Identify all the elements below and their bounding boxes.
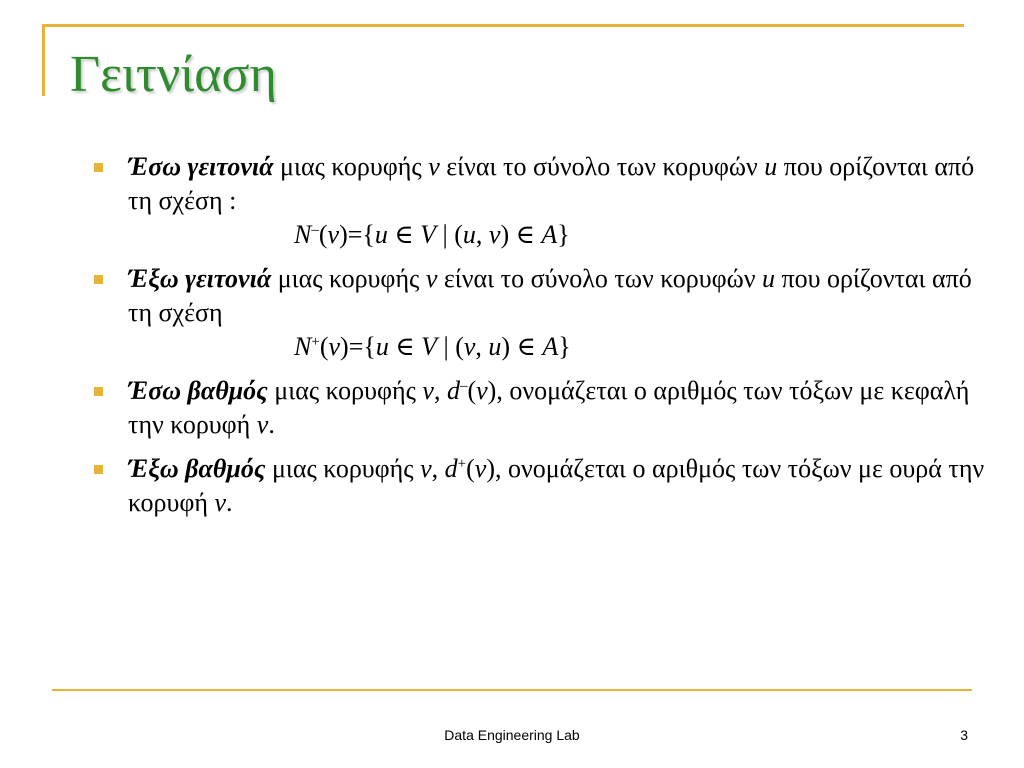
text: .	[268, 410, 275, 439]
var: v	[474, 454, 487, 483]
formula-part: ∈	[388, 332, 422, 361]
text: ), ονομάζεται ο αριθμός των τόξων με κεφαλή την κορυφή	[128, 376, 970, 439]
text: μιας κορυφής	[273, 152, 429, 181]
text: μιας κορυφής	[267, 376, 423, 405]
var: v	[256, 410, 269, 439]
text: μιας κορυφής	[265, 454, 421, 483]
formula-part: v	[463, 332, 476, 361]
var: d	[444, 454, 458, 483]
var: v	[476, 376, 488, 405]
formula-part: N	[294, 220, 312, 249]
square-bullet-icon	[94, 387, 103, 396]
formula-part: ) ∈	[501, 332, 543, 361]
formula-part: V	[421, 332, 437, 361]
text: ), ονομάζεται ο αριθμός των τόξων με ουρά την κορυφή	[128, 454, 985, 517]
formula-part: | (	[436, 332, 464, 361]
formula-part: | (	[436, 220, 463, 249]
superscript: –	[459, 378, 468, 394]
term: Έξω βαθμός	[128, 454, 266, 483]
formula-part: u	[375, 332, 389, 361]
text: ,	[433, 376, 447, 405]
formula-in-neighborhood	[128, 218, 1002, 252]
formula-part: (	[318, 220, 328, 249]
formula-part: (	[319, 332, 329, 361]
square-bullet-icon	[94, 465, 103, 474]
var: v	[428, 152, 440, 181]
text: ,	[431, 454, 445, 483]
superscript: +	[457, 456, 467, 472]
bullet-in-degree	[92, 374, 1002, 442]
formula-part: ∈	[387, 220, 421, 249]
text: που ορίζονται από τη σχέση :	[128, 152, 975, 215]
var: u	[764, 152, 778, 181]
var: d	[446, 376, 460, 405]
bullet-list	[92, 150, 1002, 530]
var: v	[420, 454, 432, 483]
formula-part: )={	[340, 332, 376, 361]
square-bullet-icon	[94, 275, 103, 284]
formula-part: ) ∈	[500, 220, 542, 249]
formula-part: A	[542, 332, 559, 361]
formula-out-neighborhood	[128, 330, 1002, 364]
page-number: 3	[960, 727, 968, 743]
text: (	[467, 376, 477, 405]
frame-top-line	[42, 24, 964, 27]
term: Έσω γειτονιά	[128, 152, 274, 181]
formula-part: ,	[475, 220, 489, 249]
formula-part: }	[557, 220, 570, 249]
text: .	[226, 488, 233, 517]
var: v	[214, 488, 227, 517]
formula-part: v	[488, 220, 501, 249]
footer-divider	[52, 689, 972, 691]
bullet-in-neighborhood	[92, 150, 1002, 252]
text: είναι το σύνολο των κορυφών	[439, 152, 765, 181]
formula-part: v	[327, 220, 340, 249]
formula-part: +	[311, 334, 320, 350]
text: που ορίζονται από τη σχέση	[128, 264, 972, 327]
formula-part: u	[488, 332, 502, 361]
formula-part: V	[420, 220, 437, 249]
bullet-out-neighborhood	[92, 262, 1002, 364]
var: u	[761, 264, 775, 293]
slide-title: Γειτνίαση	[70, 46, 277, 103]
term: Έσω βαθμός	[128, 376, 268, 405]
var: v	[425, 264, 438, 293]
formula-part: u	[374, 220, 388, 249]
formula-part: ,	[475, 332, 489, 361]
formula-part: u	[462, 220, 476, 249]
term: Έξω γειτονιά	[128, 264, 272, 293]
text: είναι το σύνολο των κορυφών	[437, 264, 762, 293]
formula-part: }	[558, 332, 571, 361]
formula-part: )={	[339, 220, 375, 249]
formula-part: v	[328, 332, 341, 361]
footer-text: Data Engineering Lab	[444, 727, 580, 743]
var: v	[422, 376, 434, 405]
formula-part: N	[294, 332, 312, 361]
formula-part: –	[311, 222, 319, 238]
frame-left-line	[42, 24, 45, 96]
text: (	[466, 454, 475, 483]
square-bullet-icon	[94, 163, 103, 172]
formula-part: A	[541, 220, 558, 249]
bullet-out-degree	[92, 452, 1002, 520]
text: μιας κορυφής	[271, 264, 426, 293]
